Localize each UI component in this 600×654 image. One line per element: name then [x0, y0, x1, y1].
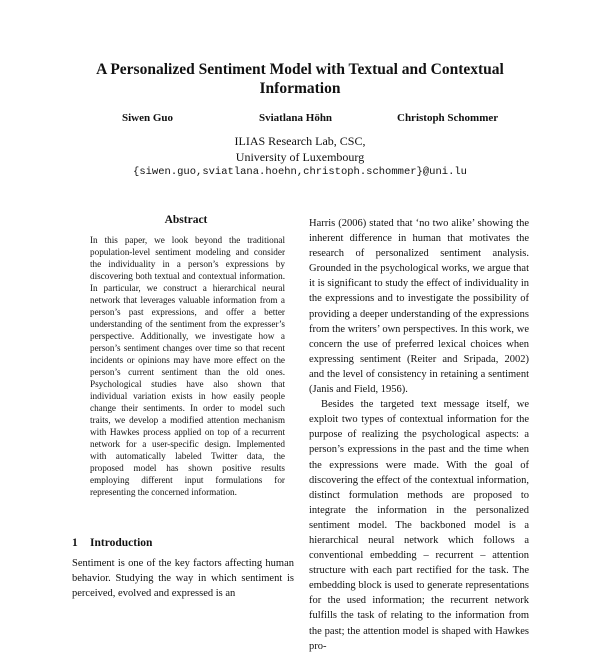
- section-heading: [72, 537, 152, 549]
- section-title: Introduction: [90, 537, 153, 549]
- body-paragraph: Harris (2006) stated that ‘no two alike’ showing the inherent difference in human that motivates the research of personalized sentiment analysis. Grounded in the psychological works, we argue that it is significant to study the effect of individuality in the expressions and to investigate the possibility of providing a deeper understanding of the expressions from the writers’ own perspectives. In this work, we concern the use of preferred lexical choices when expressing sentiment (Reiter and Sripada, 2002) and the level of consistency in retaining a sentiment (Janis and Field, 1956).: [309, 218, 529, 396]
- paper-title: A Personalized Sentiment Model with Textual and Contextual Information: [96, 61, 504, 97]
- author-name: Christoph Schommer: [397, 112, 499, 124]
- right-column: [309, 216, 529, 654]
- section-number: 1: [72, 537, 78, 549]
- abstract-heading: Abstract: [164, 214, 208, 226]
- intro-paragraph: Sentiment is one of the key factors affecting human behavior. Studying the way in which sentiment is perceived, evolved and expressed is an: [72, 558, 294, 599]
- author-name: Siwen Guo: [122, 112, 174, 124]
- affiliation-line: ILIAS Research Lab, CSC,: [234, 134, 366, 148]
- abstract-text: In this paper, we look beyond the traditional population-level sentiment modeling and consider the individuality in a person’s expressions by discovering both textual and contextual information. In particular, we construct a hierarchical neural network that leverages valuable information from a person’s past expressions, and offer a better understanding of the sentiment from the expresser’s perspective. Additionally, we investigate how a person’s sentiment changes over time so that recent incidents or opinions may have more effect on the person’s current sentiment than the old ones. Psychological studies have also shown that individual variation exists in how easily people change their sentiments. In order to model such traits, we develop a modified attention mechanism with Hawkes process applied on top of a recurrent network for a user-specific design. Implemented with automatically labeled Twitter data, the proposed model has shown positive results employing different input formulations for representing the concerned information.: [90, 235, 285, 497]
- author-emails: {siwen.guo,sviatlana.hoehn,christoph.schommer}@uni.lu: [133, 166, 467, 178]
- author-name: Sviatlana Höhn: [259, 112, 333, 124]
- body-paragraph: Besides the targeted text message itself, we exploit two types of contextual information for the purpose of realizing the psychological aspects: a person’s expressions in the past and the time when the expressions were made. With the goal of discovering the effect of the contextual information, distinct formulation methods are proposed to integrate the information in the personalized sentiment model. The backboned model is a hierarchical neural network which follows a conventional embedding – recurrent – attention structure with each part rectified for the task. The embedding block is used to generate representations for the used information; the recurrent network fulfills the task of relating to the information from the past; the attention model is shaped with Hawkes pro-: [309, 399, 529, 652]
- affiliation-line: University of Luxembourg: [235, 150, 365, 164]
